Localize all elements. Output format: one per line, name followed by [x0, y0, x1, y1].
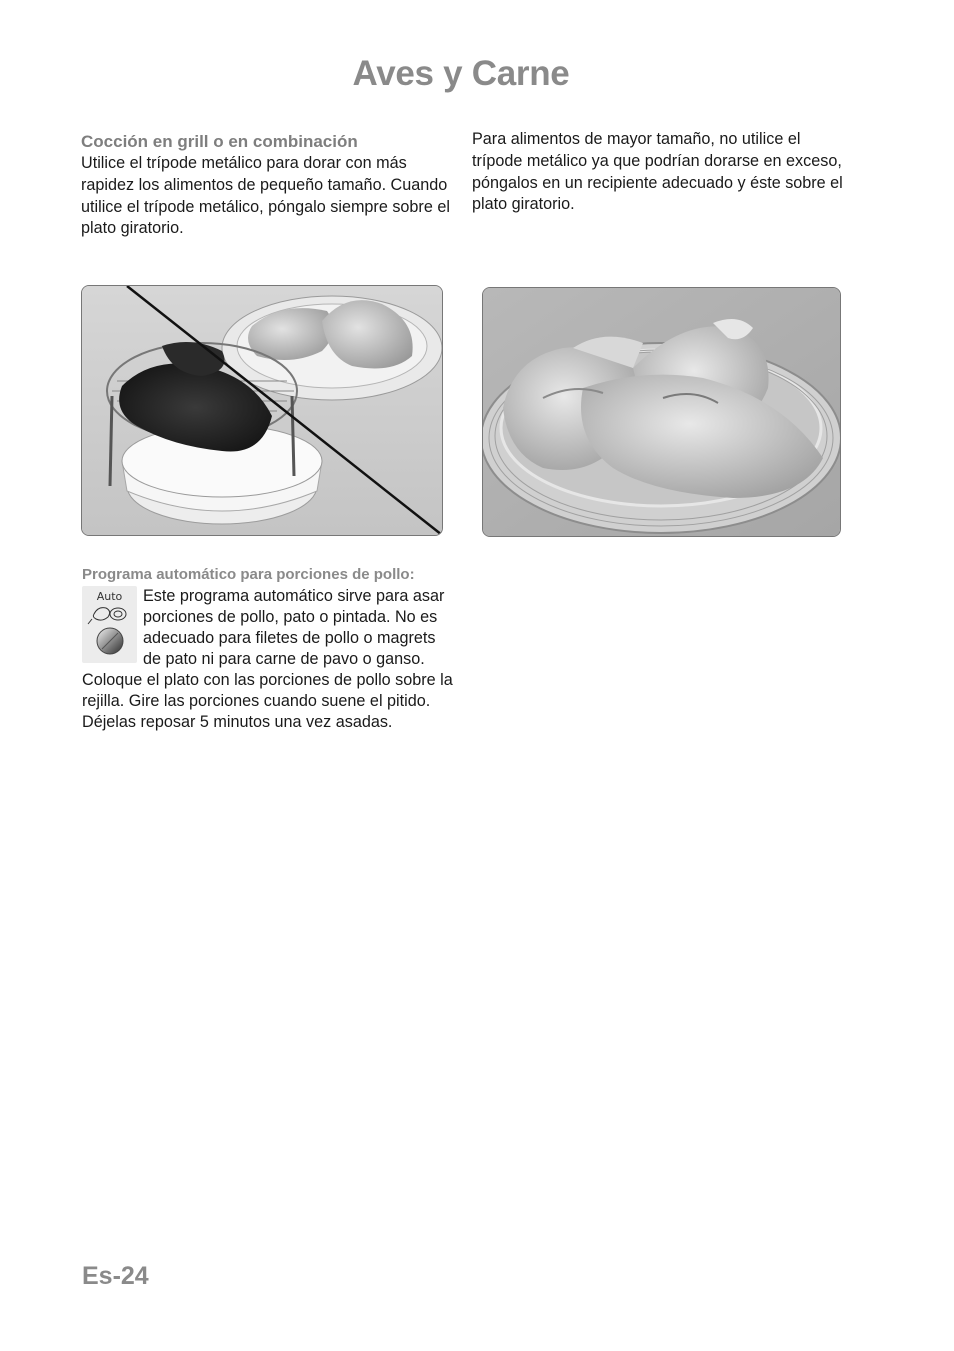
grill-right-paragraph: Para alimentos de mayor tamaño, no utilice el trípode metálico ya que podrían dorarse en exceso, póngalos en un recipiente adecuado y éste sobre el plato giratorio.	[472, 130, 843, 214]
page-title: Aves y Carne	[352, 54, 570, 93]
section-heading-grill: Cocción en grill o en combinación	[81, 132, 358, 151]
rack-meat-chicken-photo	[81, 285, 443, 536]
auto-program-section	[82, 565, 454, 733]
auto-label: Auto	[96, 590, 123, 603]
page-number: Es-24	[82, 1262, 149, 1290]
grill-section-left	[81, 131, 456, 240]
section-heading-auto-program: Programa automático para porciones de pollo:	[82, 566, 415, 583]
grill-left-paragraph: Utilice el trípode metálico para dorar con más rapidez los alimentos de pequeño tamaño. Cuando utilice el trípode metálico, póngalo siempre sobre el plato giratorio.	[81, 154, 450, 238]
chicken-glass-dish-photo	[482, 287, 841, 537]
chicken-in-glass-dish-photo	[483, 288, 840, 536]
auto-program-paragraph: Este programa automático sirve para asar porciones de pollo, pato o pintada. No es adecuado para filetes de pollo o magrets de pato ni para carne de pavo o ganso. Coloque el plato con las porciones de pollo sobre la rejilla. Gire las porciones cuando suene el pitido. Déjelas reposar 5 minutos una vez asadas.	[82, 587, 453, 731]
rack-with-meat-and-chicken-photo	[82, 286, 442, 535]
auto-program-dial-icon	[82, 586, 137, 663]
grill-section-right	[472, 129, 852, 216]
